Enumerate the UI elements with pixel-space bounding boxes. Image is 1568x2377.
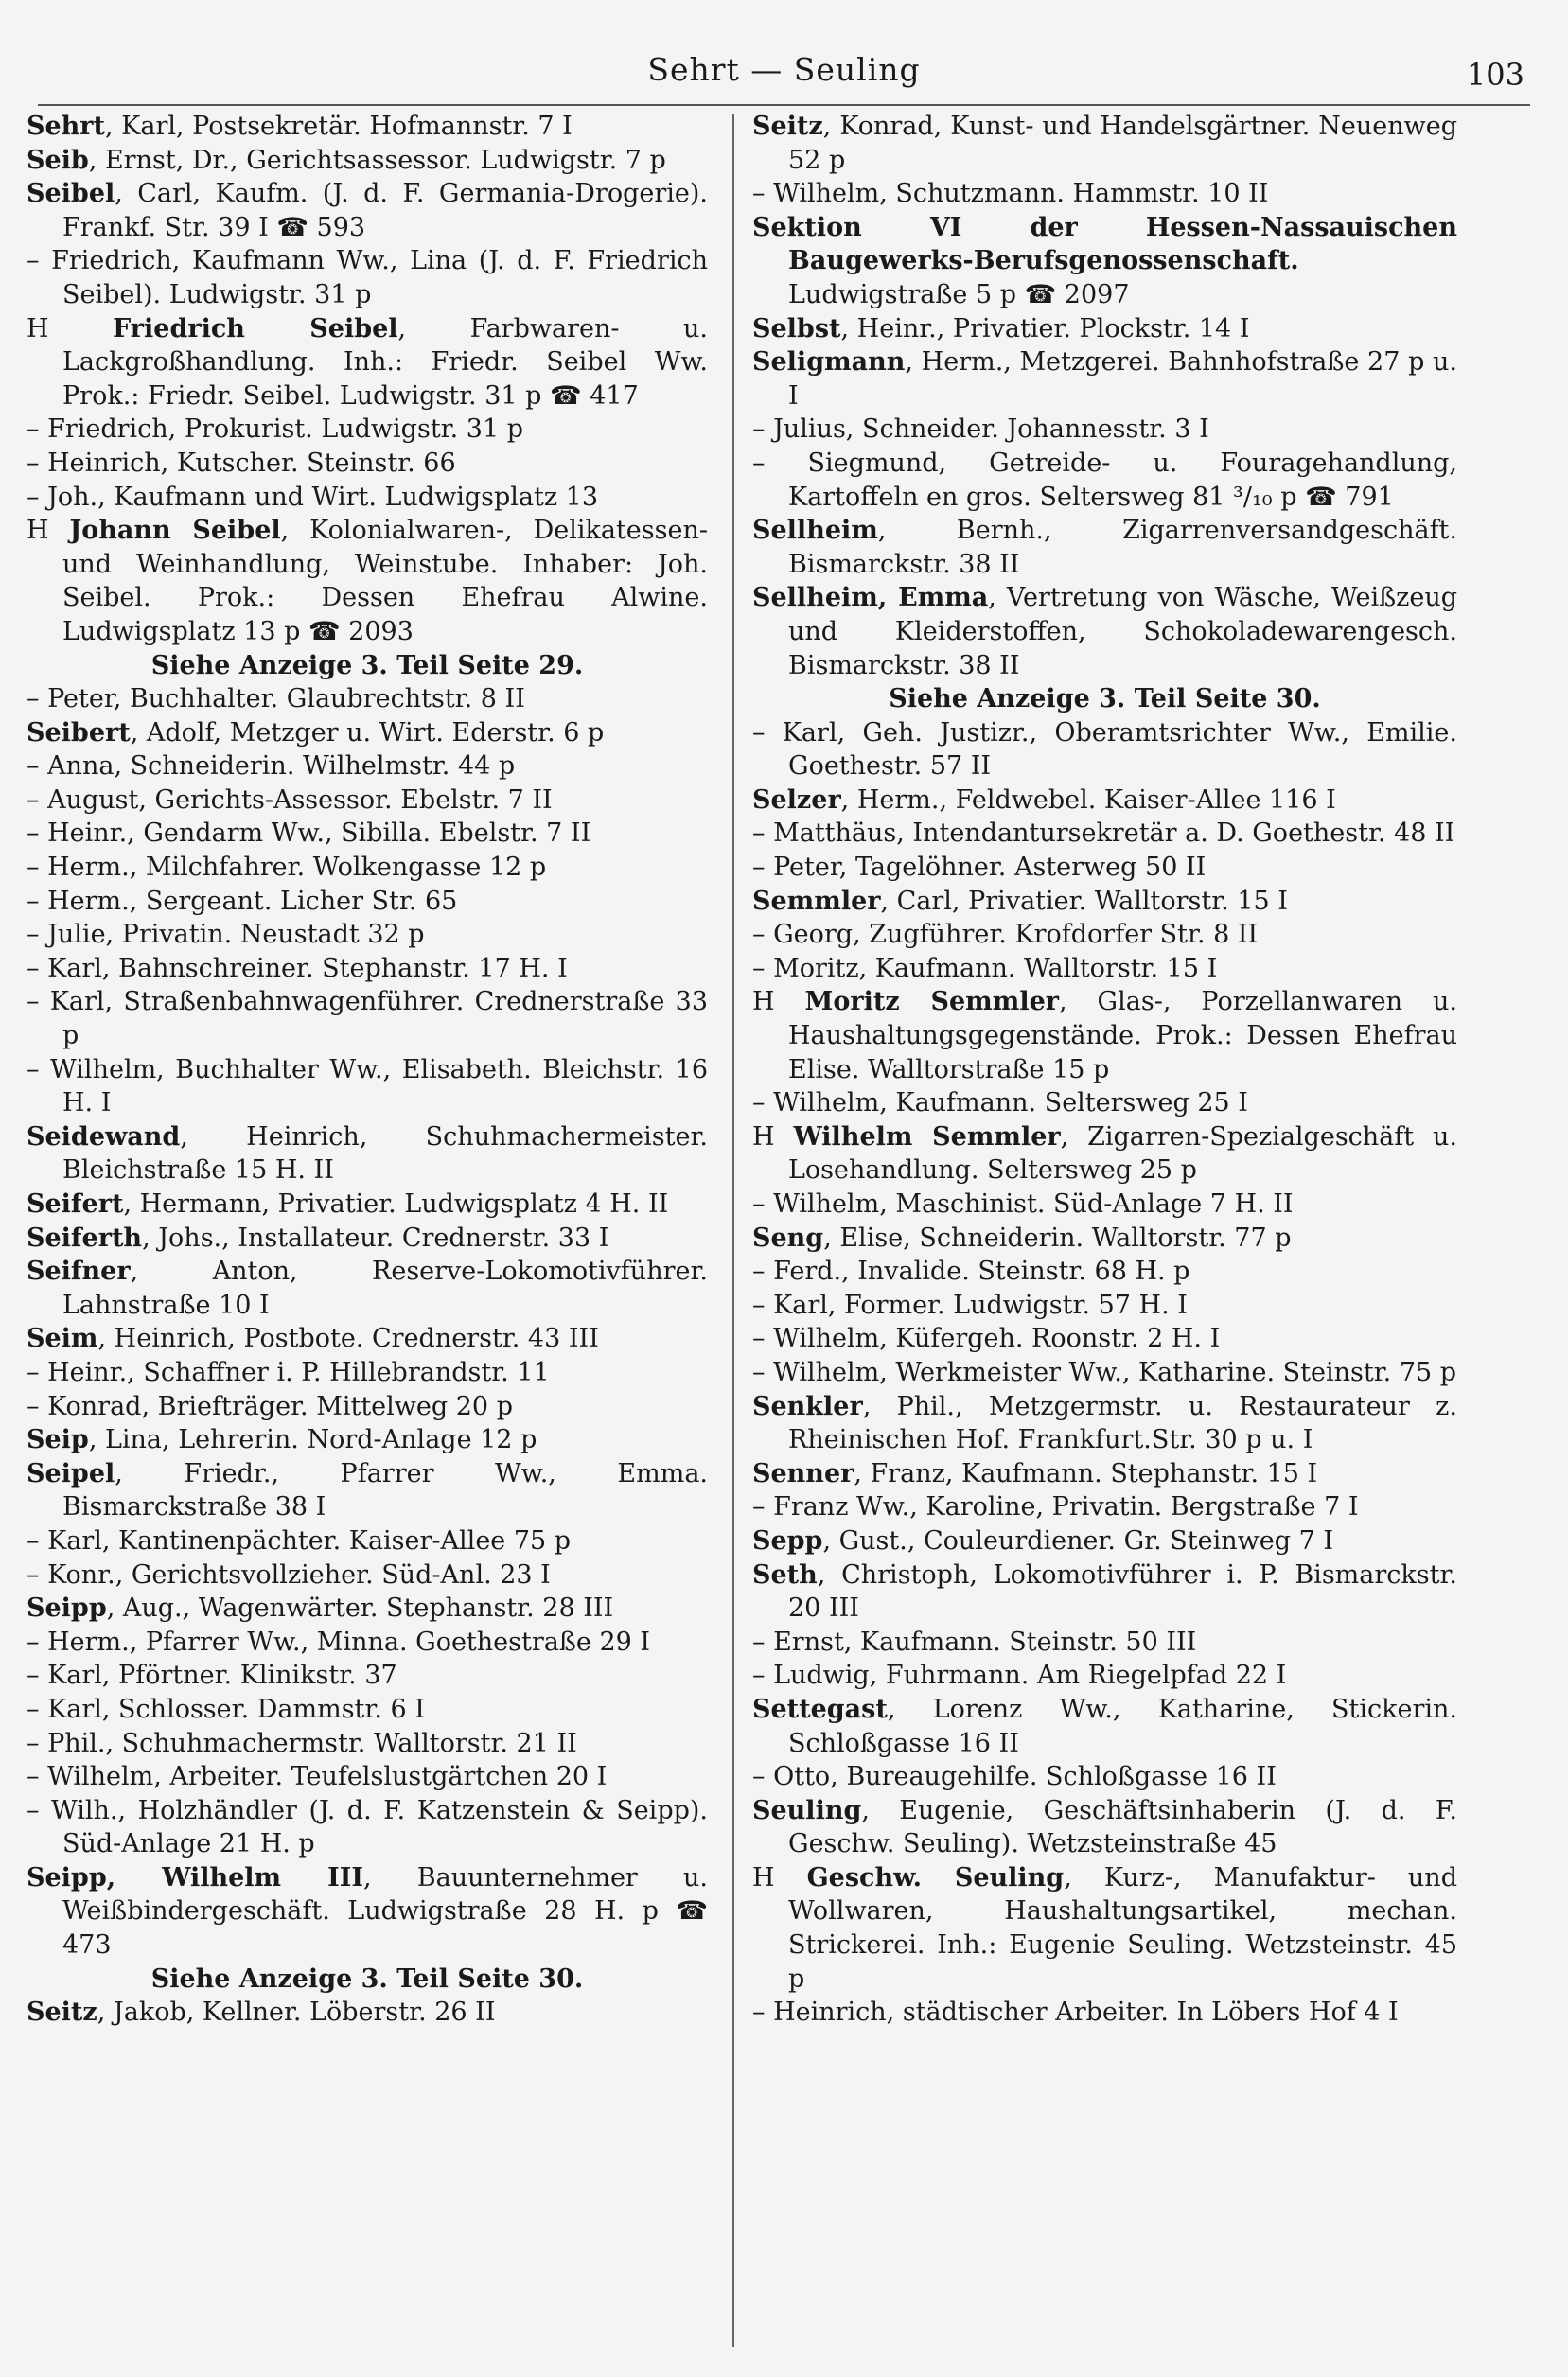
directory-entry: Seidewand, Heinrich, Schuhmachermeister. Bleichstraße 15 H. II xyxy=(26,1121,708,1186)
advert-reference: Siehe Anzeige 3. Teil Seite 29. xyxy=(150,650,584,680)
directory-entry: – August, Gerichts-Assessor. Ebelstr. 7 II xyxy=(26,784,553,815)
directory-entry: – Herm., Sergeant. Licher Str. 65 xyxy=(26,886,458,916)
directory-entry: Seiferth, Johs., Installateur. Crednerstr. 33 I xyxy=(26,1223,609,1253)
directory-entry: – Heinrich, Kutscher. Steinstr. 66 xyxy=(26,448,456,478)
directory-entry: Seipp, Aug., Wagenwärter. Stephanstr. 28 III xyxy=(26,1593,614,1624)
directory-entry: Selbst, Heinr., Privatier. Plockstr. 14 I xyxy=(752,313,1250,343)
directory-entry: – Julie, Privatin. Neustadt 32 p xyxy=(26,920,425,950)
directory-entry: H Johann Seibel, Kolonialwaren-, Delikatessen- und Weinhandlung, Weinstube. Inhaber: Joh. Seibel. Prok.: Dessen Ehefrau Alwine. Ludwigsplatz 13 p ☎ 2093 xyxy=(26,516,708,646)
directory-entry: Seitz, Konrad, Kunst- und Handelsgärtner. Neuenweg 52 p xyxy=(752,112,1457,175)
directory-entry: H Friedrich Seibel, Farbwaren- u. Lackgroßhandlung. Inh.: Friedr. Seibel Ww. Prok.: Friedr. Seibel. Ludwigstr. 31 p ☎ 417 xyxy=(26,313,708,411)
page-number: 103 xyxy=(1466,57,1524,93)
directory-entry: – Karl, Bahnschreiner. Stephanstr. 17 H. I xyxy=(26,953,568,983)
directory-entry: – Heinr., Gendarm Ww., Sibilla. Ebelstr. 7 II xyxy=(26,819,591,849)
directory-entry: – Peter, Buchhalter. Glaubrechtstr. 8 II xyxy=(26,684,525,714)
directory-entry: Sellheim, Emma, Vertretung von Wäsche, Weißzeug und Kleiderstoffen, Schokoladewarengesch. Bismarckstr. 38 II xyxy=(752,583,1457,680)
directory-entry: – Herm., Milchfahrer. Wolkengasse 12 p xyxy=(26,853,547,883)
page-header xyxy=(38,47,1530,106)
directory-entry: – Friedrich, Prokurist. Ludwigstr. 31 p xyxy=(26,414,523,445)
right-column xyxy=(752,110,1457,2030)
directory-entry: – Heinrich, städtischer Arbeiter. In Löbers Hof 4 I xyxy=(752,1998,1399,2028)
directory-entry: – Siegmund, Getreide- u. Fouragehandlung, Kartoffeln en gros. Seltersweg 81 ³/₁₀ p ☎ 791 xyxy=(752,448,1457,512)
running-title: Sehrt — Seuling xyxy=(647,51,921,88)
directory-entry: – Julius, Schneider. Johannesstr. 3 I xyxy=(752,414,1209,445)
directory-entry: – Konr., Gerichtsvollzieher. Süd-Anl. 23 I xyxy=(26,1559,551,1590)
directory-entry: Seibel, Carl, Kaufm. (J. d. F. Germania-Drogerie). Frankf. Str. 39 I ☎ 593 xyxy=(26,179,708,242)
directory-entry: – Karl, Kantinenpächter. Kaiser-Allee 75 p xyxy=(26,1525,572,1556)
directory-entry: Semmler, Carl, Privatier. Walltorstr. 15 I xyxy=(752,886,1288,916)
left-column xyxy=(26,110,708,2030)
directory-entry: – Otto, Bureaugehilfe. Schloßgasse 16 II xyxy=(752,1762,1277,1792)
directory-entry: Seligmann, Herm., Metzgerei. Bahnhofstraße 27 p u. I xyxy=(752,347,1457,411)
directory-entry: – Wilhelm, Kaufmann. Seltersweg 25 I xyxy=(752,1088,1248,1118)
directory-entry: H Moritz Semmler, Glas-, Porzellanwaren u. Haushaltungsgegenstände. Prok.: Dessen Ehefrau Elise. Walltorstraße 15 p xyxy=(752,987,1457,1084)
directory-entry: Senkler, Phil., Metzgermstr. u. Restaurateur z. Rheinischen Hof. Frankfurt.Str. 30 p u. I xyxy=(752,1391,1457,1455)
column-divider xyxy=(732,114,734,2347)
directory-entry: Seipel, Friedr., Pfarrer Ww., Emma. Bismarckstraße 38 I xyxy=(26,1458,708,1523)
directory-entry: – Friedrich, Kaufmann Ww., Lina (J. d. F. Friedrich Seibel). Ludwigstr. 31 p xyxy=(26,246,708,309)
directory-entry: – Joh., Kaufmann und Wirt. Ludwigsplatz 13 xyxy=(26,482,599,512)
directory-entry: – Karl, Former. Ludwigstr. 57 H. I xyxy=(752,1290,1188,1320)
directory-entry: Seipp, Wilhelm III, Bauunternehmer u. Weißbindergeschäft. Ludwigstraße 28 H. p ☎ 473 xyxy=(26,1862,708,1961)
directory-entry: – Wilh., Holzhändler (J. d. F. Katzenstein & Seipp). Süd-Anlage 21 H. p xyxy=(26,1795,708,1859)
directory-entry: Seib, Ernst, Dr., Gerichtsassessor. Ludwigstr. 7 p xyxy=(26,145,666,175)
directory-entry: – Karl, Pförtner. Klinikstr. 37 xyxy=(26,1661,397,1691)
directory-entry: Selzer, Herm., Feldwebel. Kaiser-Allee 116 I xyxy=(752,784,1336,815)
directory-entry: – Ernst, Kaufmann. Steinstr. 50 III xyxy=(752,1627,1197,1657)
directory-entry: – Wilhelm, Küfergeh. Roonstr. 2 H. I xyxy=(752,1324,1221,1354)
directory-entry: Seibert, Adolf, Metzger u. Wirt. Ederstr. 6 p xyxy=(26,717,605,748)
directory-entry: – Wilhelm, Schutzmann. Hammstr. 10 II xyxy=(752,179,1269,209)
directory-entry: Seim, Heinrich, Postbote. Crednerstr. 43 III xyxy=(26,1324,599,1354)
directory-entry: – Karl, Schlosser. Dammstr. 6 I xyxy=(26,1694,425,1724)
directory-entry: – Wilhelm, Buchhalter Ww., Elisabeth. Bleichstr. 16 H. I xyxy=(26,1054,708,1118)
directory-entry: – Konrad, Briefträger. Mittelweg 20 p xyxy=(26,1391,513,1421)
directory-entry: – Wilhelm, Arbeiter. Teufelslustgärtchen 20 I xyxy=(26,1762,608,1792)
directory-entry: Seip, Lina, Lehrerin. Nord-Anlage 12 p xyxy=(26,1425,537,1455)
directory-entry: – Phil., Schuhmachermstr. Walltorstr. 21 II xyxy=(26,1728,577,1758)
advert-reference: Siehe Anzeige 3. Teil Seite 30. xyxy=(889,684,1321,714)
directory-entry: – Peter, Tagelöhner. Asterweg 50 II xyxy=(752,853,1207,883)
directory-entry: Seifert, Hermann, Privatier. Ludwigsplatz 4 H. II xyxy=(26,1189,669,1219)
directory-entry: H Geschw. Seuling, Kurz-, Manufaktur- und Wollwaren, Haushaltungsartikel, mechan. Strickerei. Inh.: Eugenie Seuling. Wetzsteinstr. 45 p xyxy=(752,1862,1457,1994)
directory-entry: – Franz Ww., Karoline, Privatin. Bergstraße 7 I xyxy=(752,1492,1359,1523)
directory-entry: Sellheim, Bernh., Zigarrenversandgeschäft. Bismarckstr. 38 II xyxy=(752,516,1457,579)
directory-entry: – Karl, Straßenbahnwagenführer. Crednerstraße 33 p xyxy=(26,987,708,1051)
directory-entry: Seng, Elise, Schneiderin. Walltorstr. 77 p xyxy=(752,1223,1292,1253)
directory-entry: Senner, Franz, Kaufmann. Stephanstr. 15 I xyxy=(752,1458,1318,1488)
directory-entry: – Moritz, Kaufmann. Walltorstr. 15 I xyxy=(752,953,1218,983)
directory-entry: – Wilhelm, Werkmeister Ww., Katharine. Steinstr. 75 p xyxy=(752,1357,1457,1387)
directory-entry: H Wilhelm Semmler, Zigarren-Spezialgeschäft u. Losehandlung. Seltersweg 25 p xyxy=(752,1121,1457,1186)
directory-entry: Seifner, Anton, Reserve-Lokomotivführer. Lahnstraße 10 I xyxy=(26,1257,708,1320)
directory-entry: – Herm., Pfarrer Ww., Minna. Goethestraße 29 I xyxy=(26,1627,651,1657)
directory-entry: – Wilhelm, Maschinist. Süd-Anlage 7 H. II xyxy=(752,1189,1294,1219)
directory-entry: Settegast, Lorenz Ww., Katharine, Stickerin. Schloßgasse 16 II xyxy=(752,1694,1457,1758)
directory-entry: Sektion VI der Hessen-Nassauischen Baugewerks-Berufsgenossenschaft. Ludwigstraße 5 p ☎ 2097 xyxy=(752,212,1457,309)
directory-entry: Sepp, Gust., Couleurdiener. Gr. Steinweg 7 I xyxy=(752,1525,1334,1556)
directory-entry: – Karl, Geh. Justizr., Oberamtsrichter Ww., Emilie. Goethestr. 57 II xyxy=(752,717,1457,782)
directory-entry: Seth, Christoph, Lokomotivführer i. P. Bismarckstr. 20 III xyxy=(752,1559,1457,1624)
directory-entry: – Ludwig, Fuhrmann. Am Riegelpfad 22 I xyxy=(752,1661,1287,1691)
directory-entry: Seitz, Jakob, Kellner. Löberstr. 26 II xyxy=(26,1998,496,2028)
directory-entry: – Anna, Schneiderin. Wilhelmstr. 44 p xyxy=(26,751,516,782)
directory-entry: – Heinr., Schaffner i. P. Hillebrandstr. 11 xyxy=(26,1357,550,1387)
directory-entry: Sehrt, Karl, Postsekretär. Hofmannstr. 7 I xyxy=(26,112,573,141)
directory-entry: – Matthäus, Intendantursekretär a. D. Goethestr. 48 II xyxy=(752,819,1455,849)
directory-entry: – Georg, Zugführer. Krofdorfer Str. 8 II xyxy=(752,920,1259,950)
directory-entry: – Ferd., Invalide. Steinstr. 68 H. p xyxy=(752,1257,1190,1287)
advert-reference: Siehe Anzeige 3. Teil Seite 30. xyxy=(150,1963,584,1994)
directory-entry: Seuling, Eugenie, Geschäftsinhaberin (J. d. F. Geschw. Seuling). Wetzsteinstraße 45 xyxy=(752,1795,1457,1859)
